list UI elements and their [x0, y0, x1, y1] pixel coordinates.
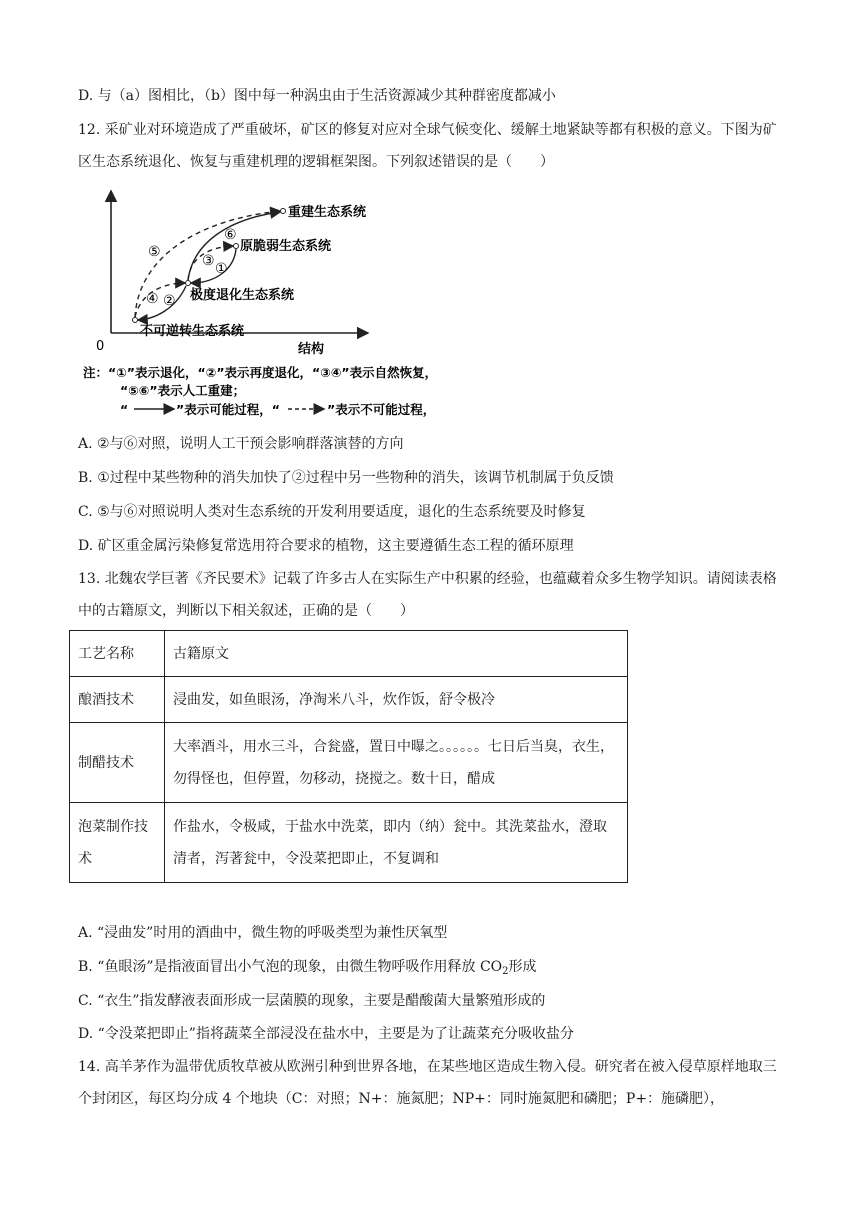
process-6-mark: ⑥: [224, 227, 237, 243]
q13-option-d: D. “令没菜把即止”指将蔬菜全部浸没在盐水中，主要是为了让蔬菜充分吸收盐分: [78, 1026, 574, 1042]
label-fragile: 原脆弱生态系统: [240, 239, 332, 254]
q13-stem: 13. 北魏农学巨著《齐民要术》记载了许多古人在实际生产中积累的经验，也蕴藏着众多生物学知识。请阅读表格中的古籍原文，判断以下相关叙述，正确的是（ ）: [78, 571, 777, 619]
label-degraded: 极度退化生态系统: [190, 288, 295, 303]
q13-option-c: C. “衣生”指发酵液表面形成一层菌膜的现象，主要是醋酸菌大量繁殖形成的: [78, 993, 546, 1009]
note-line-3a: “: [120, 402, 129, 417]
label-rebuilt: 重建生态系统: [288, 205, 367, 220]
note-line-1: 注：“①”表示退化，“②”表示再度退化，“③④”表示自然恢复，: [83, 365, 438, 380]
node-fragile: [234, 244, 239, 249]
table-header-text: 古籍原文: [165, 631, 628, 677]
q13-option-a: A. “浸曲发”时用的酒曲中，微生物的呼吸类型为兼性厌氧型: [78, 925, 448, 941]
q13-option-b-subscript: 2: [502, 966, 509, 977]
q12-option-a: A. ②与⑥对照，说明人工干预会影响群落演替的方向: [78, 436, 404, 452]
note-line-2: “⑤⑥”表示人工重建；: [120, 383, 246, 398]
process-2-mark: ②: [163, 293, 176, 309]
node-rebuilt: [281, 209, 286, 214]
q12-logic-diagram: [78, 183, 498, 421]
q11-option-d: D. 与（a）图相比，（b）图中每一种涡虫由于生活资源减少其种群密度都减小: [78, 88, 556, 104]
q12-option-d: D. 矿区重金属污染修复常选用符合要求的植物，这主要遵循生态工程的循环原理: [78, 538, 574, 554]
table-row-name: 泡菜制作技术: [70, 803, 165, 883]
table-row-name: 酿酒技术: [70, 677, 165, 723]
q14-stem: 14. 高羊茅作为温带优质牧草被从欧洲引种到世界各地，在某些地区造成生物入侵。研究者在被入侵草原样地取三个封闭区，每区均分成 4 个地块（C：对照；N+：施氮肥；NP+：同时施氮肥和磷肥；P+：施磷肥），: [78, 1059, 777, 1107]
q12-stem: 12. 采矿业对环境造成了严重破坏，矿区的修复对应对全球气候变化、缓解土地紧缺等都有积极的意义。下图为矿区生态系统退化、恢复与重建机理的逻辑框架图。下列叙述错误的是（ ）: [78, 122, 777, 170]
q13-option-b: [78, 957, 537, 982]
note-line-3b: ”表示可能过程，“: [176, 402, 280, 417]
table-row-text: 作盐水，令极咸，于盐水中洗菜，即内（纳）瓮中。其洗菜盐水，澄取清者，泻著瓮中，令没菜把即止，不复调和: [165, 803, 628, 883]
x-axis-label: 结构: [298, 342, 325, 357]
q13-table: [69, 630, 628, 883]
q13-option-b-text: B. “鱼眼汤”是指液面冒出小气泡的现象，由微生物呼吸作用释放 CO: [78, 959, 503, 975]
q12-option-c: C. ⑤与⑥对照说明人类对生态系统的开发利用要适度，退化的生态系统要及时修复: [78, 504, 586, 520]
table-row-text: 大率酒斗，用水三斗，合瓮盛，置日中曝之。。。。。。七日后当臭，衣生，勿得怪也，但停置，勿移动，挠搅之。数十日，醋成: [165, 723, 628, 803]
q13-option-b-tail: 形成: [508, 959, 537, 975]
process-4-mark: ④: [146, 291, 159, 307]
note-line-3c: ”表示不可能过程，: [327, 402, 436, 417]
process-3-mark: ③: [202, 253, 215, 269]
node-degraded: [186, 281, 191, 286]
origin-label: 0: [96, 339, 105, 354]
table-header-name: 工艺名称: [70, 631, 165, 677]
q12-option-b: B. ①过程中某些物种的消失加快了②过程中另一些物种的消失，该调节机制属于负反馈: [78, 470, 614, 486]
node-irreversible: [133, 318, 138, 323]
table-row-name: 制醋技术: [70, 723, 165, 803]
table-row-text: 浸曲发，如鱼眼汤，净淘米八斗，炊作饭，舒令极冷: [165, 677, 628, 723]
process-5-mark: ⑤: [148, 244, 161, 260]
label-irreversible: 不可逆转生态系统: [140, 324, 245, 339]
process-1-mark: ①: [215, 261, 228, 277]
